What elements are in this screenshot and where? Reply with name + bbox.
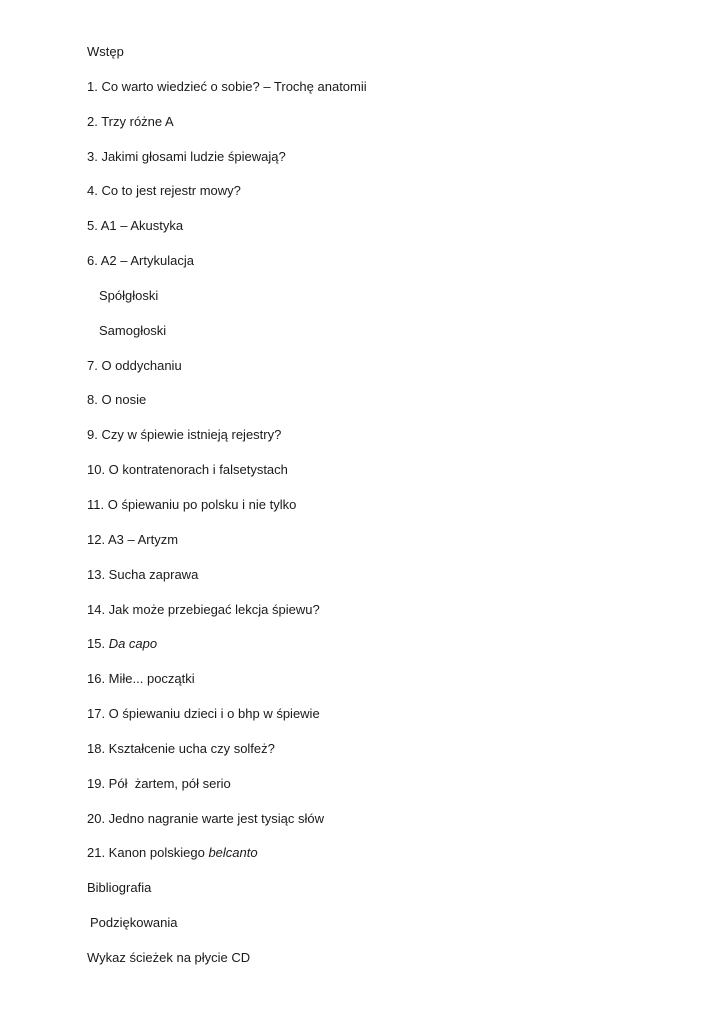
toc-entry-21-emphasis: belcanto xyxy=(208,845,258,861)
table-of-contents xyxy=(87,43,367,984)
toc-entry-11: 11. O śpiewaniu po polsku i nie tylko xyxy=(87,496,297,512)
toc-entry-20: 20. Jedno nagranie warte jest tysiąc słów xyxy=(87,810,325,826)
toc-entry-bibliography: Bibliografia xyxy=(87,880,152,896)
toc-entry-10: 10. O kontratenorach i falsetystach xyxy=(87,462,288,478)
toc-entry-18: 18. Kształcenie ucha czy solfeż? xyxy=(87,740,275,756)
toc-entry-1: 1. Co warto wiedzieć o sobie? – Trochę anatomii xyxy=(87,78,367,94)
toc-entry-15-number: 15. xyxy=(87,636,109,652)
toc-entry-16: 16. Miłe... początki xyxy=(87,671,195,687)
toc-entry-intro: Wstęp xyxy=(87,44,124,59)
toc-entry-3: 3. Jakimi głosami ludzie śpiewają? xyxy=(87,148,286,164)
toc-entry-2: 2. Trzy różne A xyxy=(87,113,174,129)
toc-entry-acknowledgements: Podziękowania xyxy=(90,915,178,931)
toc-entry-5: 5. A1 – Akustyka xyxy=(87,218,184,234)
toc-entry-13: 13. Sucha zaprawa xyxy=(87,566,199,582)
toc-subentry-consonants: Spółgłoski xyxy=(99,287,159,303)
toc-entry-6: 6. A2 – Artykulacja xyxy=(87,253,194,269)
toc-subentry-vowels: Samogłoski xyxy=(99,322,167,338)
toc-entry-14: 14. Jak może przebiegać lekcja śpiewu? xyxy=(87,601,320,617)
toc-entry-21 xyxy=(87,844,367,879)
toc-entry-15 xyxy=(87,635,367,670)
toc-entry-12: 12. A3 – Artyzm xyxy=(87,531,179,547)
toc-entry-15-title: Da capo xyxy=(108,636,158,652)
toc-entry-9: 9. Czy w śpiewie istnieją rejestry? xyxy=(87,427,282,443)
toc-entry-8: 8. O nosie xyxy=(87,392,147,408)
toc-entry-21-prefix: 21. Kanon polskiego xyxy=(87,845,209,861)
toc-entry-4: 4. Co to jest rejestr mowy? xyxy=(87,183,241,199)
toc-entry-cd-tracklist: Wykaz ścieżek na płycie CD xyxy=(87,949,251,965)
toc-entry-19: 19. Pół żartem, pół serio xyxy=(87,775,231,791)
toc-entry-7: 7. O oddychaniu xyxy=(87,357,182,373)
toc-entry-17: 17. O śpiewaniu dzieci i o bhp w śpiewie xyxy=(87,706,320,722)
